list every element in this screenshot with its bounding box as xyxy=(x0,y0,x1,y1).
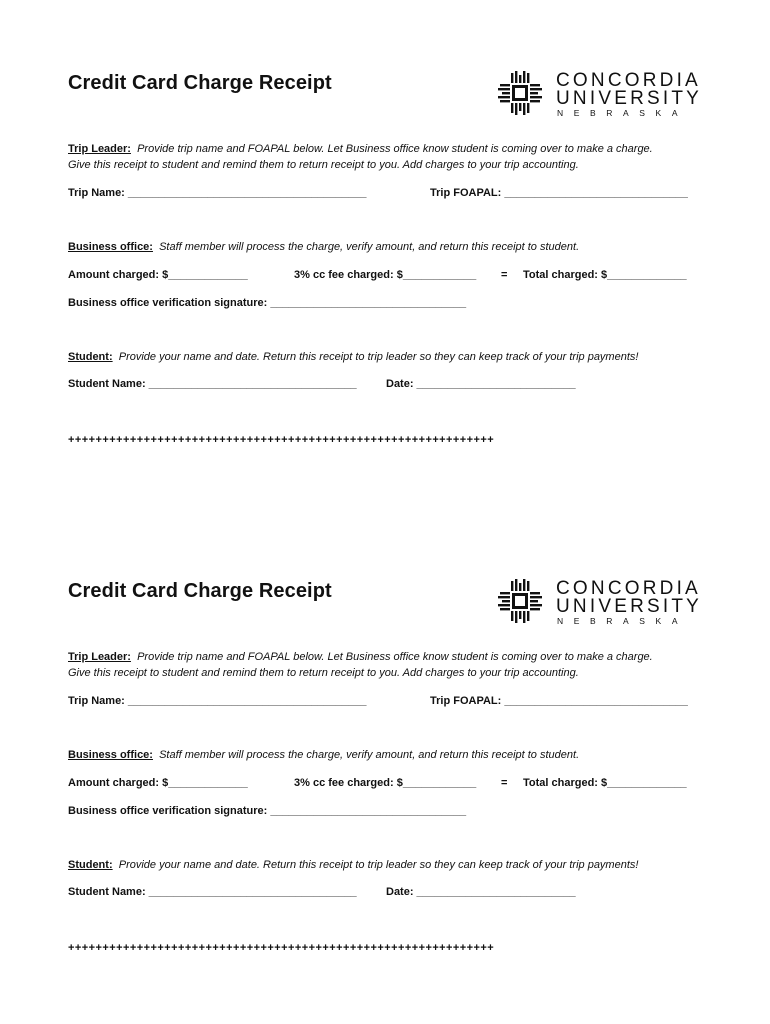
cut-line-separator: ++++++++++++++++++++++++++++++++++++++++++++++++++++++++++++++ xyxy=(68,434,495,446)
total-charged-field[interactable]: Total charged: $_____________ xyxy=(523,269,687,281)
trip-leader-text: Provide trip name and FOAPAL below. Let Business office know student is coming over to make a charge. xyxy=(137,143,653,155)
business-office-text: Staff member will process the charge, verify amount, and return this receipt to student. xyxy=(159,241,580,253)
equals-sign: = xyxy=(501,777,508,789)
trip-leader-text: Provide trip name and FOAPAL below. Let Business office know student is coming over to make a charge. xyxy=(137,651,653,663)
logo-university: UNIVERSITY xyxy=(556,596,703,617)
student-text: Provide your name and date. Return this receipt to trip leader so they can keep track of your trip payments! xyxy=(118,351,639,363)
logo-university: UNIVERSITY xyxy=(556,88,703,109)
concordia-cross-icon xyxy=(498,579,542,623)
trip-name-field[interactable]: Trip Name: _______________________________________ xyxy=(68,187,367,199)
logo-concordia: CONCORDIA xyxy=(556,70,701,91)
cc-fee-field[interactable]: 3% cc fee charged: $____________ xyxy=(294,777,477,789)
receipt xyxy=(0,0,770,470)
concordia-logo xyxy=(498,70,703,118)
business-office-label: Business office: xyxy=(68,749,153,761)
student-name-field[interactable]: Student Name: __________________________________ xyxy=(68,886,357,898)
receipt xyxy=(0,508,770,978)
concordia-cross-icon xyxy=(498,71,542,115)
receipt-title: Credit Card Charge Receipt xyxy=(68,72,332,94)
trip-foapal-field[interactable]: Trip FOAPAL: ______________________________ xyxy=(430,695,688,707)
student-instructions xyxy=(68,858,638,872)
concordia-logo xyxy=(498,578,703,626)
date-field[interactable]: Date: __________________________ xyxy=(386,378,576,390)
student-label: Student: xyxy=(68,351,113,363)
student-instructions xyxy=(68,350,638,364)
date-field[interactable]: Date: __________________________ xyxy=(386,886,576,898)
business-office-instructions xyxy=(68,748,579,762)
logo-nebraska: NEBRASKA xyxy=(557,108,689,118)
equals-sign: = xyxy=(501,269,508,281)
student-text: Provide your name and date. Return this receipt to trip leader so they can keep track of your trip payments! xyxy=(118,859,639,871)
business-office-text: Staff member will process the charge, verify amount, and return this receipt to student. xyxy=(159,749,580,761)
trip-foapal-field[interactable]: Trip FOAPAL: ______________________________ xyxy=(430,187,688,199)
cut-line-separator: ++++++++++++++++++++++++++++++++++++++++++++++++++++++++++++++ xyxy=(68,942,495,954)
verification-signature-field[interactable]: Business office verification signature: ________________________________ xyxy=(68,297,467,309)
trip-leader-text-2: Give this receipt to student and remind them to return receipt to you. Add charges to your trip accounting. xyxy=(68,667,579,679)
trip-leader-instructions xyxy=(68,650,653,664)
logo-concordia: CONCORDIA xyxy=(556,578,701,599)
trip-leader-instructions xyxy=(68,142,653,156)
receipt-title: Credit Card Charge Receipt xyxy=(68,580,332,602)
amount-charged-field[interactable]: Amount charged: $_____________ xyxy=(68,777,248,789)
business-office-label: Business office: xyxy=(68,241,153,253)
cc-fee-field[interactable]: 3% cc fee charged: $____________ xyxy=(294,269,477,281)
total-charged-field[interactable]: Total charged: $_____________ xyxy=(523,777,687,789)
business-office-instructions xyxy=(68,240,579,254)
student-name-field[interactable]: Student Name: __________________________________ xyxy=(68,378,357,390)
trip-leader-text-2: Give this receipt to student and remind them to return receipt to you. Add charges to your trip accounting. xyxy=(68,159,579,171)
verification-signature-field[interactable]: Business office verification signature: ________________________________ xyxy=(68,805,467,817)
amount-charged-field[interactable]: Amount charged: $_____________ xyxy=(68,269,248,281)
trip-leader-label: Trip Leader: xyxy=(68,143,131,155)
trip-name-field[interactable]: Trip Name: _______________________________________ xyxy=(68,695,367,707)
logo-nebraska: NEBRASKA xyxy=(557,616,689,626)
trip-leader-label: Trip Leader: xyxy=(68,651,131,663)
student-label: Student: xyxy=(68,859,113,871)
